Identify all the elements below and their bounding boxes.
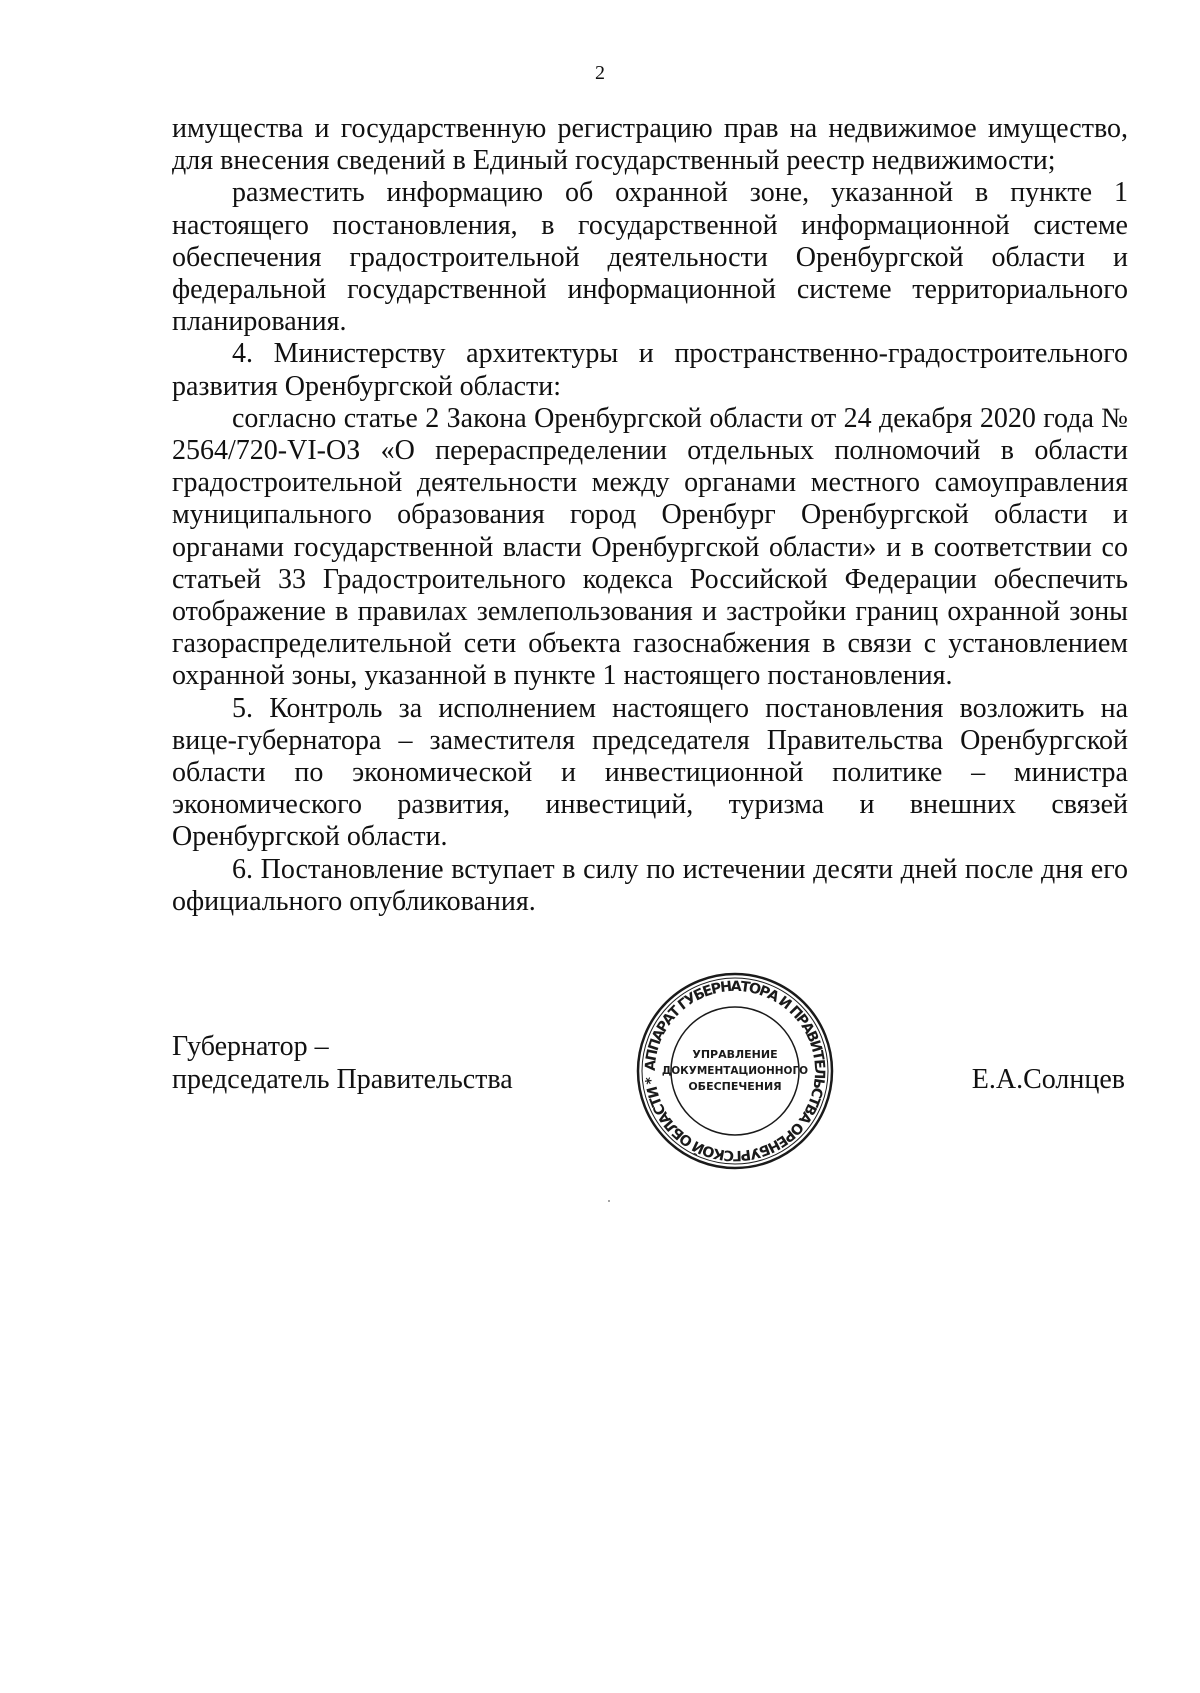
paragraph-item-4-details: согласно статье 2 Закона Оренбургской области от 24 декабря 2020 года № 2564/720-VI-ОЗ «О перераспределении отдельных полномочий в области градостроительной деятельности между органами местного самоуправления муниципального образования город Оренбург Оренбургской области и органами государственной власти Оренбургской области» и в соответствии со статьей 33 Градостроительного кодекса Российской Федерации обеспечить отображение в правилах землепользования и застройки границ охранной зоны газораспределительной сети объекта газоснабжения в связи с установлением охранной зоны, указанной в пункте 1 настоящего постановления. bbox=[172, 402, 1128, 692]
signatory-title-line-2: председатель Правительства bbox=[172, 1064, 513, 1095]
scan-speck bbox=[608, 1200, 610, 1202]
official-seal bbox=[632, 968, 838, 1174]
signatory-name: Е.А.Солнцев bbox=[971, 1064, 1125, 1095]
seal-center-line-2: ДОКУМЕНТАЦИОННОГО bbox=[661, 1065, 809, 1077]
seal-center-line-1: УПРАВЛЕНИЕ bbox=[692, 1048, 778, 1061]
paragraph-publish-info: разместить информацию об охранной зоне, указанной в пункте 1 настоящего постановления, в государственной информационной системе обеспечения градостроительной деятельности Оренбургской области и федеральной государственной информационной системе территориального планирования. bbox=[172, 177, 1128, 338]
seal-ring-text: АППАРАТ ГУБЕРНАТОРА И ПРАВИТЕЛЬСТВА ОРЕНБУРГСКОЙ ОБЛАСТИ * bbox=[642, 978, 828, 1164]
document-body bbox=[172, 113, 1128, 918]
signatory-title bbox=[172, 1030, 513, 1096]
seal-center-line-3: ОБЕСПЕЧЕНИЯ bbox=[688, 1080, 782, 1093]
signatory-title-line-1: Губернатор – bbox=[172, 1031, 329, 1062]
paragraph-item-5: 5. Контроль за исполнением настоящего постановления возложить на вице-губернатора – заместителя председателя Правительства Оренбургской области по экономической и инвестиционной политике – министра экономического развития, инвестиций, туризма и внешних связей Оренбургской области. bbox=[172, 692, 1128, 853]
paragraph-item-4: 4. Министерству архитектуры и пространственно-градостроительного развития Оренбургской области: bbox=[172, 338, 1128, 402]
paragraph-registration: имущества и государственную регистрацию прав на недвижимое имущество, для внесения сведений в Единый государственный реестр недвижимости; bbox=[172, 113, 1128, 177]
page-number: 2 bbox=[595, 62, 605, 84]
paragraph-item-6: 6. Постановление вступает в силу по истечении десяти дней после дня его официального опубликования. bbox=[172, 853, 1128, 917]
